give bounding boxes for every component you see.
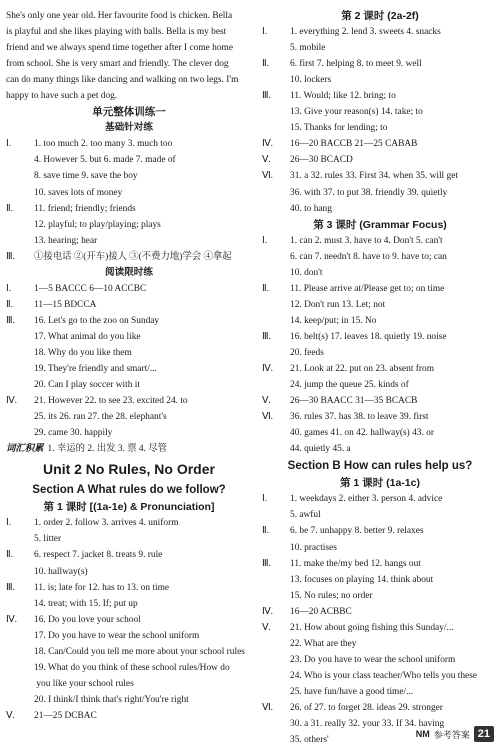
answer-line [6, 168, 252, 184]
answer-text: 15. No rules; no order [290, 590, 373, 601]
answer-line [262, 572, 498, 588]
answer-line [262, 297, 498, 313]
answer-line [6, 676, 252, 692]
question-marker: Ⅱ. [262, 283, 269, 294]
answer-text: 21—25 DCBAC [34, 710, 97, 721]
answer-line [262, 104, 498, 120]
answer-text: 16. Do you love your school [34, 614, 141, 625]
answer-line [262, 233, 498, 249]
answer-text: 26—30 BAACC 31—35 BCACB [290, 396, 418, 407]
answer-text: 20. I think/I think that's right/You're right [34, 694, 189, 705]
answer-line [262, 72, 498, 88]
paragraph-line: can do many things like dancing and walking on two legs. I'm [6, 75, 239, 86]
answer-line [6, 345, 252, 361]
answer-line [6, 692, 252, 708]
answer-line [262, 168, 498, 184]
answer-line [262, 491, 498, 507]
answer-line [6, 660, 252, 676]
answer-line [262, 152, 498, 168]
answer-line [262, 136, 498, 152]
answer-text: 18. Why do you like them [34, 347, 132, 358]
answer-text: 13. hearing; hear [34, 235, 98, 246]
answer-text: 11. is; late for 12. has to 13. on time [34, 582, 170, 593]
answer-line [6, 233, 252, 249]
question-marker: Ⅴ. [262, 155, 271, 166]
answer-text: 18. Can/Could you tell me more about your school rules [34, 646, 245, 657]
basic-practice-answers [6, 136, 252, 264]
answer-line [262, 345, 498, 361]
answer-text: 12. playful; to play/playing; plays [34, 219, 161, 230]
answer-text: 11. Would; like 12. bring; to [290, 91, 396, 102]
answer-text: 6. can 7. needn't 8. have to 9. have to; can [290, 251, 447, 262]
paragraph-line: She's only one year old. Her favourite food is chicken. Bella [6, 11, 233, 21]
lesson-2-heading: 第 2 课时 (2a-2f) [341, 10, 419, 22]
answer-text: 24. Who is your class teacher/Who tells you these [290, 670, 478, 681]
answer-line [6, 217, 252, 233]
question-marker: Ⅱ. [6, 203, 13, 214]
answer-line [6, 596, 252, 612]
answer-line [262, 441, 498, 457]
page-number: 21 [474, 726, 494, 742]
vocabulary-line [6, 441, 252, 457]
answer-line [262, 56, 498, 72]
answer-line [6, 547, 252, 563]
answer-text: 17. What animal do you like [34, 331, 141, 342]
lesson-2-answers [262, 24, 498, 217]
answer-line [6, 313, 252, 329]
question-marker: Ⅳ. [262, 364, 273, 375]
answer-line [262, 540, 498, 556]
answer-line [262, 40, 498, 56]
answer-line [6, 377, 252, 393]
question-marker: Ⅲ. [262, 331, 271, 342]
section-b-lesson-1-answers [262, 491, 498, 748]
answer-line [262, 588, 498, 604]
question-marker: Ⅵ. [262, 412, 273, 423]
answer-text: 10. don't [290, 267, 323, 278]
answer-text: 24. jump the queue 25. kinds of [290, 380, 409, 391]
answer-text: 10. practises [290, 542, 337, 553]
answer-line [6, 644, 252, 660]
question-marker: Ⅰ. [262, 27, 268, 38]
answer-line [262, 24, 498, 40]
answer-text: 20. feeds [290, 347, 324, 358]
question-marker: Ⅵ. [262, 171, 273, 182]
section-a-title: Section A What rules do we follow? [32, 484, 226, 497]
timed-reading-answers [6, 281, 252, 441]
answer-text: 35. others' [290, 735, 329, 746]
answer-line [262, 313, 498, 329]
answer-text: 6. first 7. helping 8. to meet 9. well [290, 59, 422, 70]
answer-line [262, 425, 498, 441]
answer-line [6, 425, 252, 441]
answer-line [262, 507, 498, 523]
answer-text: 23. Do you have to wear the school uniform [290, 654, 456, 665]
answer-line [6, 612, 252, 628]
question-marker: Ⅲ. [6, 315, 15, 326]
question-marker: Ⅱ. [262, 526, 269, 537]
paragraph-line: friend and we always spend time together after I come home [6, 43, 233, 54]
answer-text: 31. a 32. rules 33. First 34. when 35. will get [290, 171, 458, 182]
answer-text: 10. lockers [290, 75, 332, 86]
answer-text: 1. too much 2. too many 3. much too [34, 139, 173, 150]
answer-line [262, 668, 498, 684]
section-b-title: Section B How can rules help us? [287, 460, 473, 473]
answer-text: 6. respect 7. jacket 8. treats 9. rule [34, 550, 163, 561]
question-marker: Ⅴ. [262, 622, 271, 633]
answer-line [262, 393, 498, 409]
answer-text: 25. its 26. ran 27. the 28. elephant's [34, 412, 167, 423]
answer-line [6, 152, 252, 168]
answer-text: 11—15 BDCCA [34, 299, 97, 310]
answer-line [262, 556, 498, 572]
answer-line [262, 120, 498, 136]
answer-text: 29. came 30. happily [34, 428, 113, 439]
section-b-lesson-1-heading: 第 1 课时 (1a-1c) [340, 477, 420, 490]
answer-text: 1—5 BACCC 6—10 ACCBC [34, 283, 147, 294]
answer-text: you like your school rules [34, 678, 134, 689]
answer-line [262, 636, 498, 652]
vocabulary-text: 1. 幸运的 2. 出发 3. 票 4. 尽管 [47, 444, 168, 455]
answer-text: 10. hallway(s) [34, 566, 88, 577]
answer-text: 5. litter [34, 534, 62, 545]
answer-line [6, 185, 252, 201]
answer-text: 25. have fun/have a good time/... [290, 686, 414, 697]
answer-text: 19. What do you think of these school rules/How do [34, 662, 230, 673]
paragraph-line: is playful and she likes playing with balls. Bella is my best [6, 27, 227, 38]
answer-text: 22. What are they [290, 638, 357, 649]
question-marker: Ⅰ. [262, 494, 268, 505]
answer-text: 12. Don't run 13. Let; not [290, 299, 386, 310]
answer-text: 14. keep/put; in 15. No [290, 315, 377, 326]
answer-line [6, 281, 252, 297]
answer-line [262, 88, 498, 104]
question-marker: Ⅰ. [6, 518, 12, 529]
lesson-1-answers [6, 515, 252, 724]
question-marker: Ⅲ. [262, 91, 271, 102]
answer-text: 4. However 5. but 6. made 7. made of [34, 155, 176, 166]
answer-line [262, 201, 498, 217]
question-marker: Ⅲ. [6, 251, 15, 262]
answer-text: 17. Do you have to wear the school uniform [34, 630, 200, 641]
answer-text: 44. quietly 45. a [290, 444, 351, 455]
answer-line [262, 329, 498, 345]
answer-text: 21. How about going fishing this Sunday/... [290, 622, 454, 633]
subheading-timed-reading: 阅读限时练 [105, 266, 153, 278]
answer-text: 36. rules 37. has 38. to leave 39. first [290, 412, 429, 423]
answer-text: 26. of 27. to forget 28. ideas 29. stronger [290, 702, 443, 713]
lesson-3-answers [262, 233, 498, 458]
answer-line [262, 652, 498, 668]
answer-text: 5. mobile [290, 43, 326, 54]
answer-line [6, 531, 252, 547]
answer-line [6, 580, 252, 596]
question-marker: Ⅰ. [6, 283, 12, 294]
answer-line [262, 281, 498, 297]
answer-text: 16. belt(s) 17. leaves 18. quietly 19. noise [290, 331, 447, 342]
answer-text: 21. Look at 22. put on 23. absent from [290, 364, 434, 375]
answer-line [6, 249, 252, 265]
answer-line [262, 604, 498, 620]
answer-text: 19. They're friendly and smart/... [34, 364, 157, 375]
answer-line [262, 700, 498, 716]
answer-text: 11. friend; friendly; friends [34, 203, 136, 214]
answer-text: 5. awful [290, 510, 321, 521]
question-marker: Ⅵ. [262, 702, 273, 713]
answer-text: 1. order 2. follow 3. arrives 4. uniform [34, 518, 179, 529]
answer-line [6, 201, 252, 217]
answer-line [262, 185, 498, 201]
lesson-3-heading: 第 3 课时 (Grammar Focus) [313, 218, 447, 231]
question-marker: Ⅲ. [6, 582, 15, 593]
right-column [262, 8, 498, 748]
answer-text: 26—30 BCACD [290, 155, 353, 166]
answer-line [262, 523, 498, 539]
answer-line [6, 393, 252, 409]
answer-text: 1. weekdays 2. either 3. person 4. advice [290, 494, 443, 505]
answer-text: 11. make the/my bed 12. hangs out [290, 558, 421, 569]
question-marker: Ⅳ. [262, 606, 273, 617]
answer-text: 1. can 2. must 3. have to 4. Don't 5. can't [290, 235, 443, 246]
answer-line [6, 515, 252, 531]
answer-line [262, 249, 498, 265]
answer-line [262, 620, 498, 636]
reading-paragraph [6, 8, 250, 104]
question-marker: Ⅳ. [262, 139, 273, 150]
answer-line [6, 297, 252, 313]
lesson-1-heading: 第 1 课时 [(1a-1e) & Pronunciation] [43, 501, 215, 514]
answer-text: 36. with 37. to put 38. friendly 39. quietly [290, 187, 448, 198]
answer-text: 13. focuses on playing 14. think about [290, 574, 434, 585]
answer-line [6, 361, 252, 377]
answer-text: 14. treat; with 15. If; put up [34, 598, 138, 609]
section-heading-unit-review: 单元整体训练一 [92, 106, 166, 119]
answer-line [262, 361, 498, 377]
answer-line [262, 409, 498, 425]
answer-text: 13. Give your reason(s) 14. take; to [290, 107, 423, 118]
answer-line [6, 708, 252, 724]
answer-line [6, 628, 252, 644]
question-marker: Ⅱ. [262, 59, 269, 70]
answer-text: 15. Thanks for lending; to [290, 123, 388, 134]
answer-text: 21. However 22. to see 23. excited 24. to [34, 396, 188, 407]
unit-title: Unit 2 No Rules, No Order [43, 461, 215, 478]
answer-text: 30. a 31. really 32. your 33. If 34. having [290, 719, 445, 730]
question-marker: Ⅳ. [6, 614, 17, 625]
question-marker: Ⅲ. [262, 558, 271, 569]
question-marker: Ⅰ. [6, 139, 12, 150]
footer-label: 参考答案 [433, 729, 470, 740]
page-footer [416, 725, 494, 743]
answer-line [6, 409, 252, 425]
answer-text: 1. everything 2. lend 3. sweets 4. snacks [290, 27, 441, 38]
subheading-basic-practice: 基础针对练 [105, 122, 153, 134]
answer-line [6, 136, 252, 152]
answer-line [262, 684, 498, 700]
question-marker: Ⅱ. [6, 550, 13, 561]
answer-line [6, 564, 252, 580]
answer-text: 20. Can I play soccer with it [34, 380, 140, 391]
answer-text: 40. games 41. on 42. hallway(s) 43. or [290, 428, 434, 439]
answer-text: 10. saves lots of money [34, 187, 123, 198]
answer-text: 16. Let's go to the zoo on Sunday [34, 315, 160, 326]
question-marker: Ⅳ. [6, 396, 17, 407]
question-marker: Ⅰ. [262, 235, 268, 246]
answer-line [6, 329, 252, 345]
answer-text: 11. Please arrive at/Please get to; on time [290, 283, 445, 294]
question-marker: Ⅴ. [262, 396, 271, 407]
answer-text: 16—20 BACCB 21—25 CABAB [290, 139, 418, 150]
answer-text: 8. save time 9. save the boy [34, 171, 138, 182]
vocabulary-label: 词汇积累 [6, 444, 44, 455]
question-marker: Ⅴ. [6, 710, 15, 721]
question-marker: Ⅱ. [6, 299, 13, 310]
answer-line [262, 265, 498, 281]
publisher-logo: NM [415, 729, 430, 739]
left-column [6, 8, 252, 724]
answer-text: 6. be 7. unhappy 8. better 9. relaxes [290, 526, 424, 537]
paragraph-line: happy to have such a pet dog. [6, 91, 118, 102]
paragraph-line: from school. She is very smart and friendly. The clever dog [6, 59, 229, 70]
answer-text: 40. to hang [290, 203, 332, 214]
answer-text: 16—20 ACBBC [290, 606, 352, 617]
answer-text: ①接电话 ②(开车)接人 ③(不费力地)学会 ④拿起 [34, 251, 232, 262]
answer-line [262, 377, 498, 393]
